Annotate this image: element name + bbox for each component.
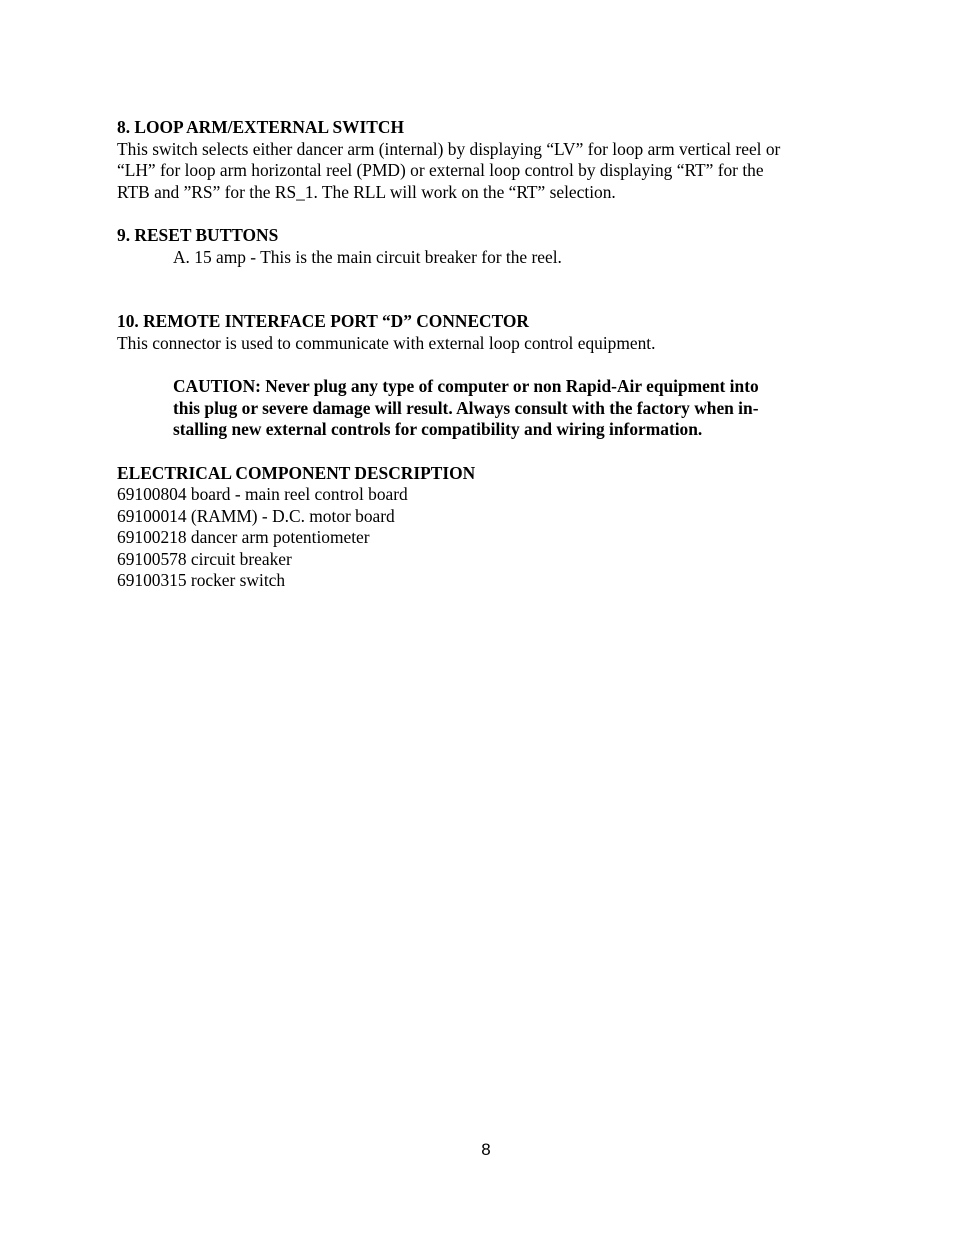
caution-line: this plug or severe damage will result. Always consult with the factory when in-: [173, 397, 759, 418]
document-body: [117, 117, 847, 592]
components-heading: ELECTRICAL COMPONENT DESCRIPTION: [117, 462, 476, 483]
component-item: 69100578 circuit breaker: [117, 548, 292, 569]
page-number: 8: [481, 1140, 491, 1159]
component-item: 69100804 board - main reel control board: [117, 484, 408, 505]
section-8-line: This switch selects either dancer arm (internal) by displaying “LV” for loop arm vertical reel or: [117, 138, 781, 159]
caution-note: [173, 376, 847, 441]
component-item: 69100218 dancer arm potentiometer: [117, 527, 370, 548]
component-item: 69100014 (RAMM) - D.C. motor board: [117, 505, 395, 526]
component-list: [117, 484, 847, 592]
caution-line: stalling new external controls for compatibility and wiring information.: [173, 419, 703, 440]
section-8-line: “LH” for loop arm horizontal reel (PMD) or external loop control by displaying “RT” for the: [117, 160, 764, 181]
section-8-line: RTB and ”RS” for the RS_1. The RLL will work on the “RT” selection.: [117, 181, 616, 202]
section-9-item: A. 15 amp - This is the main circuit breaker for the reel.: [173, 246, 562, 267]
section-10-text: This connector is used to communicate with external loop control equipment.: [117, 332, 656, 353]
section-9-heading: 9. RESET BUTTONS: [117, 224, 279, 245]
component-item: 69100315 rocker switch: [117, 570, 286, 591]
caution-line: CAUTION: Never plug any type of computer or non Rapid-Air equipment into: [173, 376, 759, 397]
section-8-text: [117, 139, 847, 204]
section-8-heading: 8. LOOP ARM/EXTERNAL SWITCH: [117, 117, 404, 137]
section-10-heading: 10. REMOTE INTERFACE PORT “D” CONNECTOR: [117, 311, 529, 332]
